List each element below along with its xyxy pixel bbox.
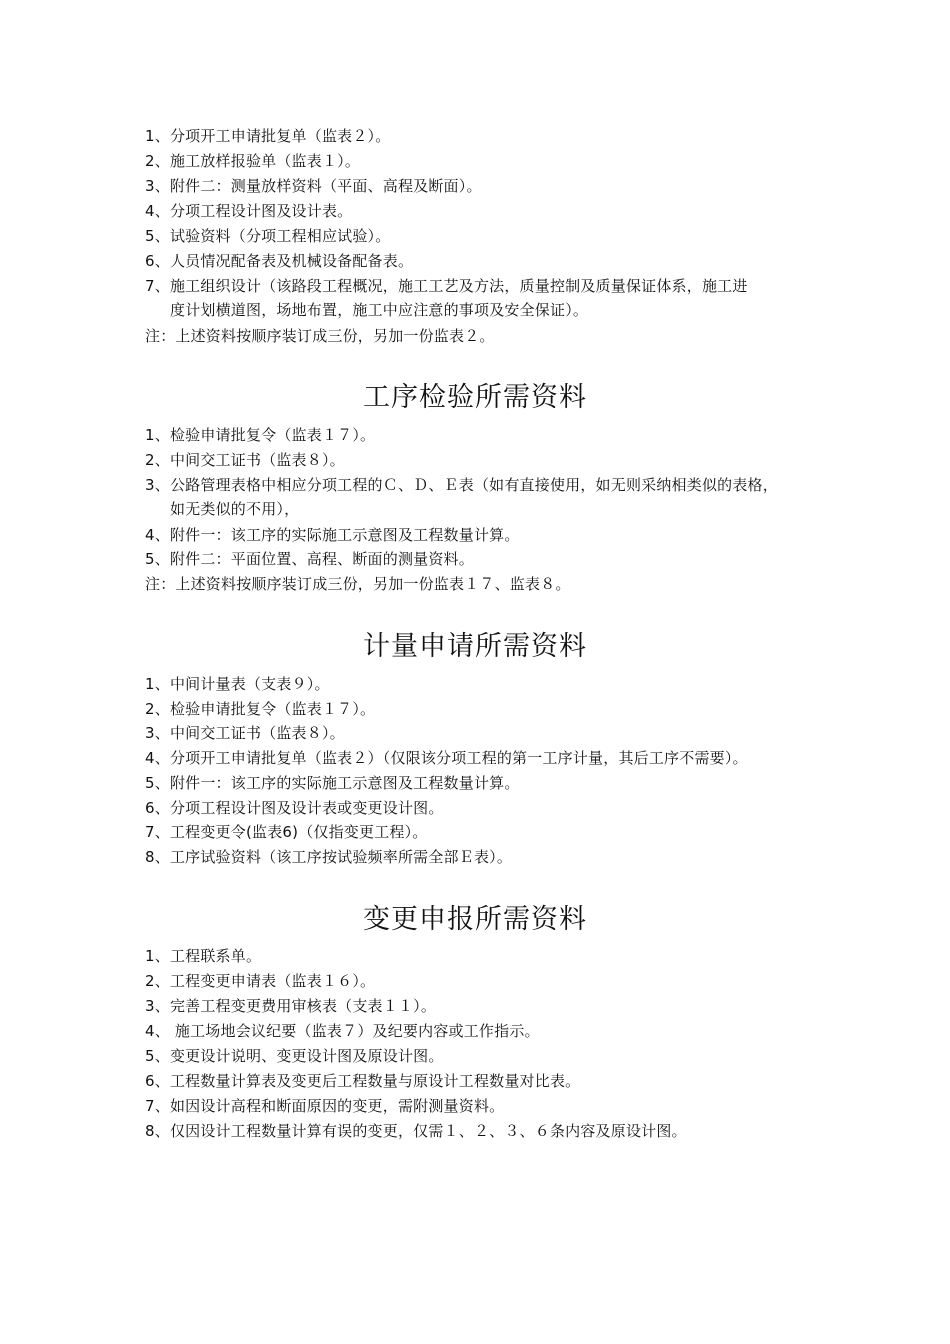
section-title: 工序检验所需资料: [363, 382, 587, 413]
list-item: 5、试验资料（分项工程相应试验）。: [145, 227, 391, 245]
section-title: 计量申请所需资料: [363, 631, 587, 662]
list-item: 6、分项工程设计图及设计表或变更设计图。: [145, 799, 444, 817]
list-item: 3、完善工程变更费用审核表（支表１１）。: [145, 997, 437, 1015]
list-item: 5、变更设计说明、变更设计图及原设计图。: [145, 1047, 444, 1065]
list-item: 2、施工放样报验单（监表１）。: [145, 152, 361, 170]
list-item: 6、人员情况配备表及机械设备配备表。: [145, 252, 414, 270]
list-item: 1、中间计量表（支表９）。: [145, 675, 330, 693]
list-item: 7、如因设计高程和断面原因的变更，需附测量资料。: [145, 1097, 505, 1115]
list-item: 2、工程变更申请表（监表１６）。: [145, 972, 376, 990]
list-item: 8、工序试验资料（该工序按试验频率所需全部Ｅ表）。: [145, 848, 513, 866]
list-item-continuation: 如无类似的不用），: [170, 500, 300, 518]
list-item-continuation: 度计划横道图，场地布置，施工中应注意的事项及安全保证）。: [170, 301, 589, 319]
list-item: 5、附件一：该工序的实际施工示意图及工程数量计算。: [145, 774, 520, 792]
list-item: 1、工程联系单。: [145, 947, 262, 965]
list-item: 6、工程数量计算表及变更后工程数量与原设计工程数量对比表。: [145, 1072, 581, 1090]
list-item: 3、公路管理表格中相应分项工程的Ｃ、Ｄ、Ｅ表（如有直接使用，如无则采纳相类似的表格，: [145, 476, 778, 494]
list-item: 3、附件二：测量放样资料（平面、高程及断面）。: [145, 177, 482, 195]
list-item: 5、附件二：平面位置、高程、断面的测量资料。: [145, 550, 474, 568]
list-item: 3、中间交工证书（监表８）。: [145, 724, 345, 742]
list-item: 8、仅因设计工程数量计算有误的变更，仅需１、２、３、６条内容及原设计图。: [145, 1122, 687, 1140]
list-item: 2、检验申请批复令（监表１７）。: [145, 700, 376, 718]
list-item: 7、施工组织设计（该路段工程概况，施工工艺及方法，质量控制及质量保证体系，施工进: [145, 277, 748, 295]
list-item: 2、中间交工证书（监表８）。: [145, 451, 345, 469]
section-title: 变更申报所需资料: [363, 904, 587, 935]
list-item: 7、工程变更令(监表6)（仅指变更工程）。: [145, 823, 428, 841]
list-item: 1、分项开工申请批复单（监表２）。: [145, 127, 391, 145]
list-item: 4、分项开工申请批复单（监表２）（仅限该分项工程的第一工序计量，其后工序不需要）。: [145, 749, 748, 767]
list-item: 4、附件一：该工序的实际施工示意图及工程数量计算。: [145, 526, 520, 544]
list-item: 4、 施工场地会议纪要（监表７）及纪要内容或工作指示。: [145, 1022, 540, 1040]
list-item: 1、检验申请批复令（监表１７）。: [145, 426, 376, 444]
list-item: 4、分项工程设计图及设计表。: [145, 202, 353, 220]
note: 注：上述资料按顺序装订成三份，另加一份监表１７、监表８。: [145, 575, 571, 593]
note: 注：上述资料按顺序装订成三份，另加一份监表２。: [145, 327, 495, 345]
